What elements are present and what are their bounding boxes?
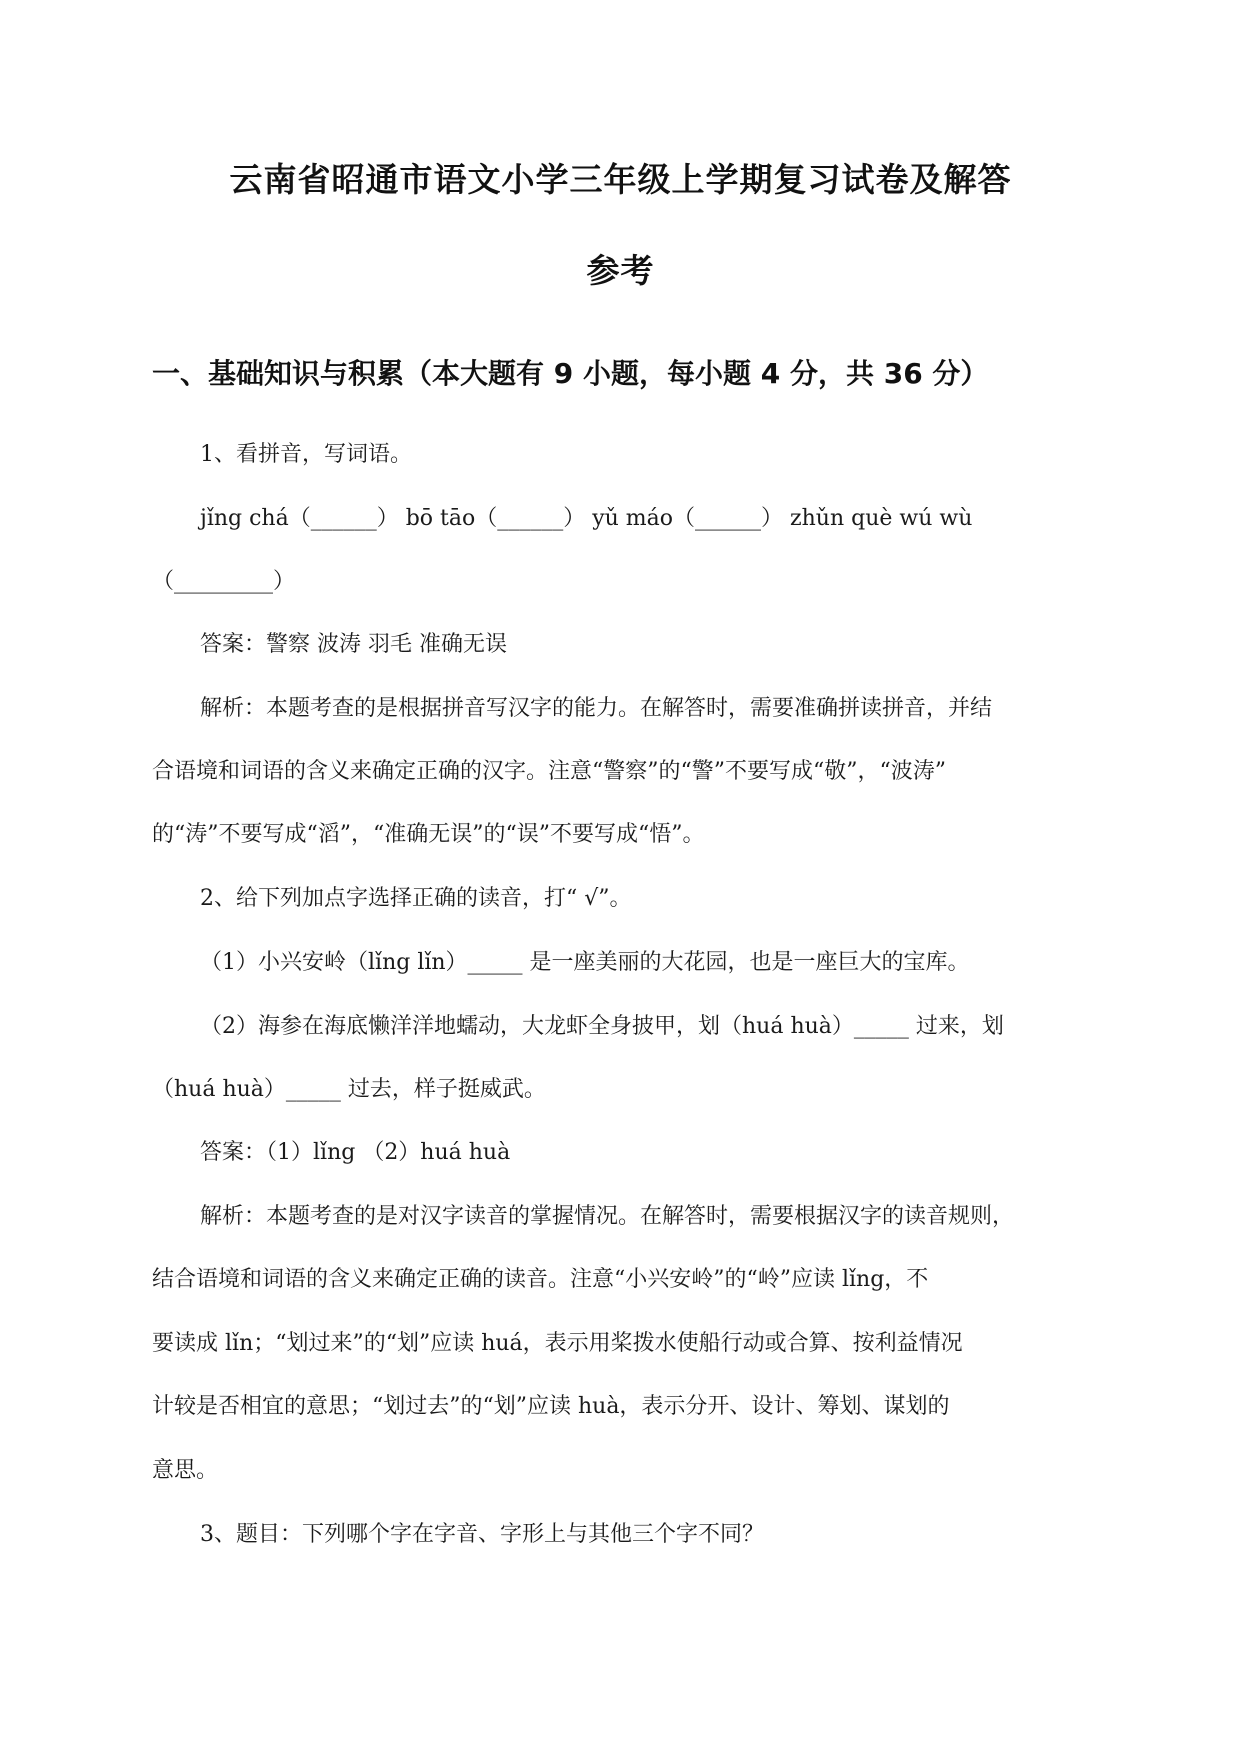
q2-analysis-line: 结合语境和词语的含义来确定正确的读音。注意“小兴安岭”的“岭”应读 lǐng，不 [152, 1267, 929, 1292]
q2-analysis-line: 计较是否相宜的意思；“划过去”的“划”应读 huà，表示分开、设计、筹划、谋划的 [152, 1394, 950, 1419]
section-heading: 一、基础知识与积累（本大题有 9 小题，每小题 4 分，共 36 分） [152, 357, 989, 390]
q2-analysis-line: 意思。 [152, 1458, 219, 1483]
q3-prompt: 3、题目：下列哪个字在字音、字形上与其他三个字不同？ [200, 1522, 764, 1547]
q2-analysis-line: 解析：本题考查的是对汉字读音的掌握情况。在解答时，需要根据汉字的读音规则， [200, 1204, 1015, 1229]
q2-item-2-cont: （huá huà）_____ 过去，样子挺威武。 [152, 1077, 546, 1102]
q1-analysis-line: 合语境和词语的含义来确定正确的汉字。注意“警察”的“警”不要写成“敬”，“波涛” [152, 759, 946, 784]
q1-answer: 答案：警察 波涛 羽毛 准确无误 [200, 632, 507, 657]
q2-analysis-line: 要读成 lǐn；“划过来”的“划”应读 huá，表示用桨拨水使船行动或合算、按利益情况 [152, 1331, 963, 1356]
document-title-line1: 云南省昭通市语文小学三年级上学期复习试卷及解答 [229, 160, 1012, 199]
q2-item-2: （2）海参在海底懒洋洋地蠕动，大龙虾全身披甲，划（huá huà）_____ 过来，划 [200, 1014, 1004, 1039]
q1-analysis-line: 解析：本题考查的是根据拼音写汉字的能力。在解答时，需要准确拼读拼音，并结 [200, 696, 993, 721]
q2-answer: 答案：（1）lǐng （2）huá huà [200, 1140, 511, 1165]
document-title-line2: 参考 [586, 251, 655, 290]
q1-pinyin-line: jǐng chá（______） bō tāo（______） yǔ máo（______） zhǔn què wú wù [200, 506, 973, 531]
q2-prompt: 2、给下列加点字选择正确的读音，打“ √”。 [200, 886, 632, 911]
q1-analysis-line: 的“涛”不要写成“滔”，“准确无误”的“误”不要写成“悟”。 [152, 822, 705, 847]
q2-item-1: （1）小兴安岭（lǐng lǐn）_____ 是一座美丽的大花园，也是一座巨大的宝库。 [200, 950, 970, 975]
q1-prompt: 1、看拼音，写词语。 [200, 442, 412, 467]
q1-pinyin-line-cont: （_________） [152, 569, 296, 594]
